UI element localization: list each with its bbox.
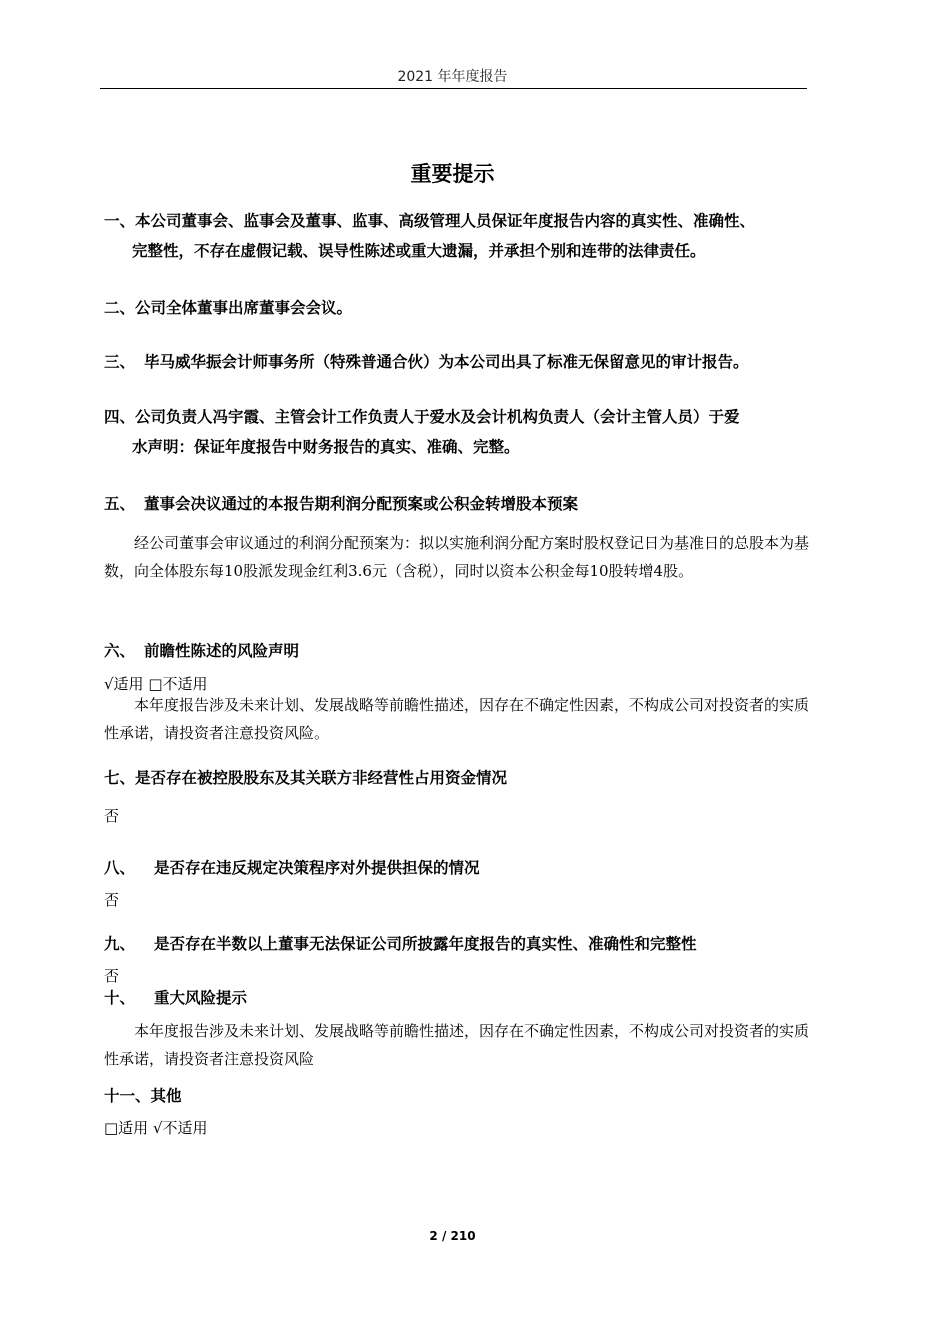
section-1 [104, 206, 824, 266]
section-1-line-2: 完整性，不存在虚假记载、误导性陈述或重大遗漏，并承担个别和连带的法律责任。 [132, 242, 706, 260]
section-10-title: 重大风险提示 [154, 989, 248, 1007]
section-9-answer: 否 [104, 967, 120, 985]
section-10-number: 十、 [104, 989, 136, 1007]
section-10-body: 本年度报告涉及未来计划、发展战略等前瞻性描述，因存在不确定性因素，不构成公司对投资者的实质性承诺，请投资者注意投资风险 [104, 1022, 810, 1068]
section-9-title: 是否存在半数以上董事无法保证公司所披露年度报告的真实性、准确性和完整性 [154, 935, 697, 953]
section-2: 二、公司全体董事出席董事会会议。 [104, 299, 353, 317]
section-6-options: √适用 □不适用 [104, 675, 208, 693]
section-5-number: 五、 [104, 495, 136, 513]
section-5-body: 经公司董事会审议通过的利润分配预案为：拟以实施利润分配方案时股权登记日为基准日的总股本为基数，向全体股东每10股派发现金红利3.6元（含税），同时以资本公积金每10股转增4股。 [104, 534, 810, 580]
page-title: 重要提示 [410, 162, 495, 186]
section-4 [104, 402, 824, 462]
page-number: 2 / 210 [429, 1229, 476, 1243]
section-5-heading [104, 489, 824, 519]
section-11-options: □适用 √不适用 [104, 1119, 208, 1137]
section-7-answer: 否 [104, 807, 120, 825]
section-5-title: 董事会决议通过的本报告期利润分配预案或公积金转增股本预案 [144, 495, 579, 513]
section-4-line-2: 水声明：保证年度报告中财务报告的真实、准确、完整。 [132, 438, 520, 456]
section-9-heading [104, 929, 824, 959]
section-7-heading: 七、是否存在被控股股东及其关联方非经营性占用资金情况 [104, 769, 508, 787]
section-3-text: 毕马威华振会计师事务所（特殊普通合伙）为本公司出具了标准无保留意见的审计报告。 [144, 353, 749, 371]
section-10-heading [104, 983, 824, 1013]
section-8-answer: 否 [104, 891, 120, 909]
section-6-number: 六、 [104, 642, 136, 660]
section-3-number: 三、 [104, 353, 136, 371]
section-4-line-1: 四、公司负责人冯宇霞、主管会计工作负责人于爱水及会计机构负责人（会计主管人员）于爱 [104, 408, 740, 426]
header-divider [100, 88, 807, 89]
section-9-number: 九、 [104, 935, 136, 953]
section-8-title: 是否存在违反规定决策程序对外提供担保的情况 [154, 859, 480, 877]
section-3 [104, 347, 824, 377]
running-header: 2021 年年度报告 [397, 69, 508, 85]
section-8-heading [104, 853, 824, 883]
section-11-heading: 十一、其他 [104, 1087, 182, 1105]
section-6-title: 前瞻性陈述的风险声明 [144, 642, 300, 660]
section-6-heading [104, 636, 824, 666]
section-6-body: 本年度报告涉及未来计划、发展战略等前瞻性描述，因存在不确定性因素，不构成公司对投资者的实质性承诺，请投资者注意投资风险。 [104, 696, 810, 742]
section-8-number: 八、 [104, 859, 136, 877]
section-1-line-1: 一、本公司董事会、监事会及董事、监事、高级管理人员保证年度报告内容的真实性、准确性、 [104, 212, 756, 230]
